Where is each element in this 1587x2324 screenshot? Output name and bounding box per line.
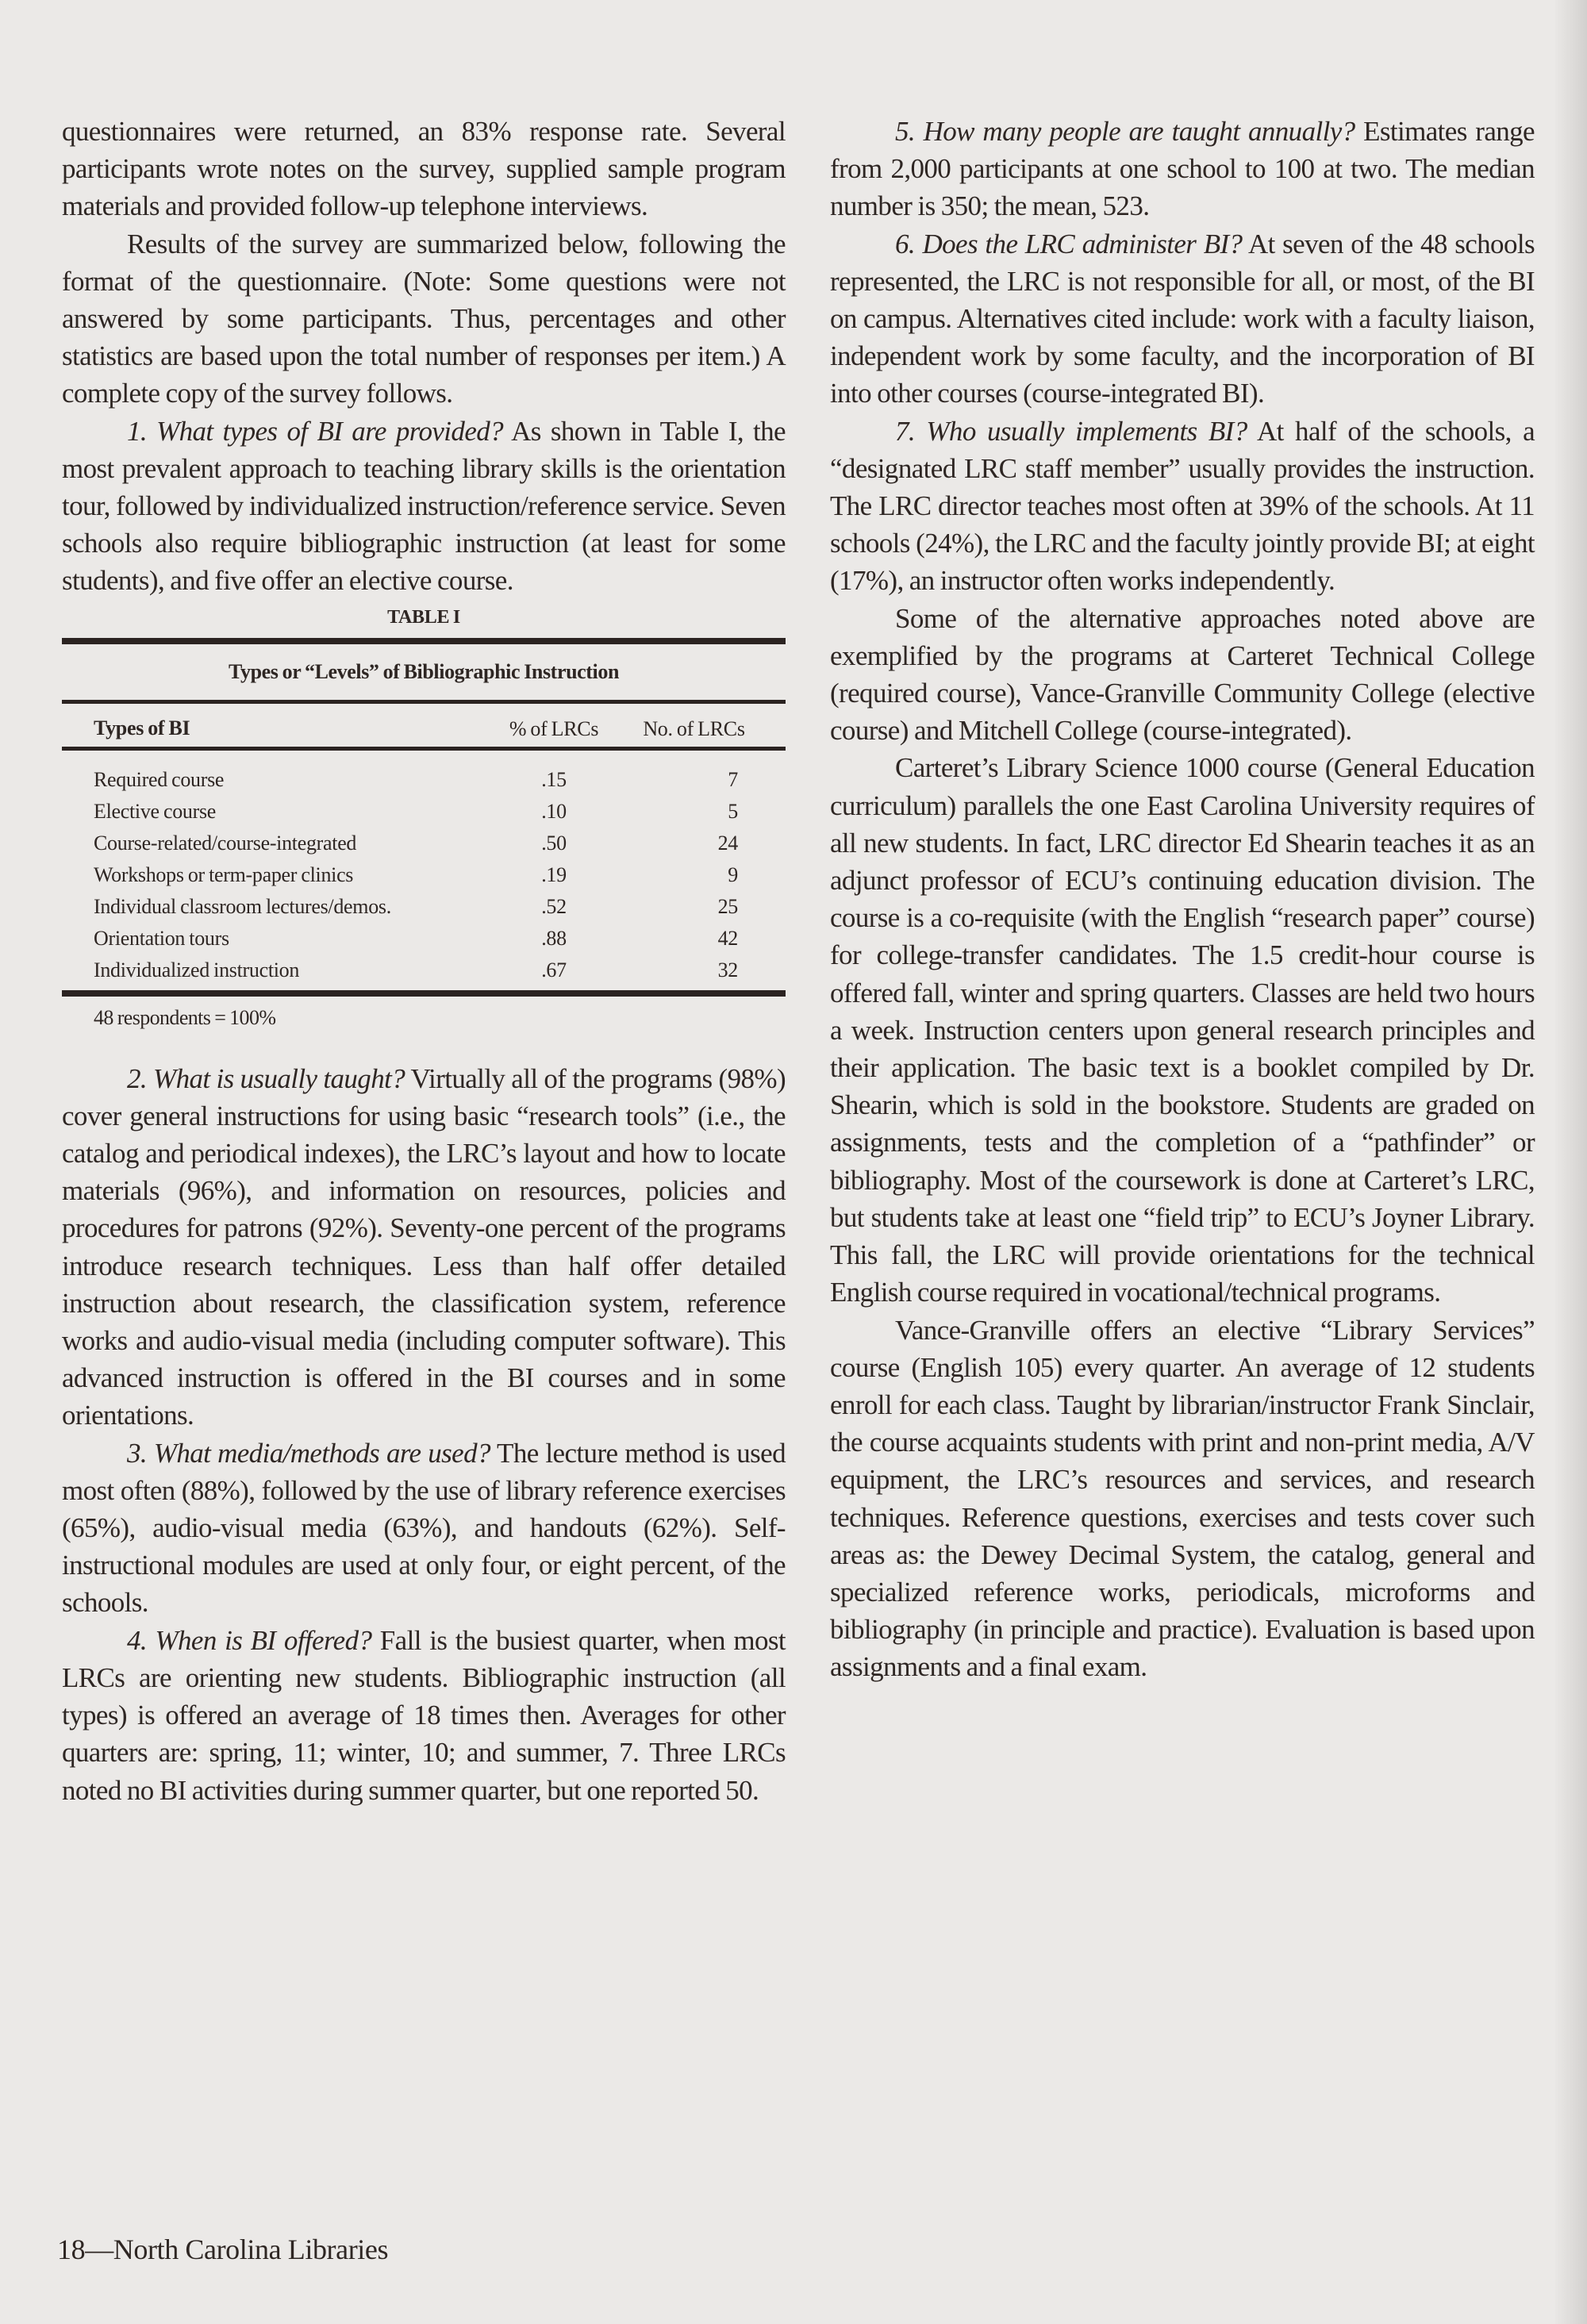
table-label: TABLE I [387,606,460,628]
table-top-rule [62,638,786,644]
question-text: Who usually implements BI? [926,415,1247,447]
question-3-body: The lecture method is used most often (88%), followed by the use of library reference exercises (65%), audio-visual media (63%), and handouts (62%). Self-instructional modules are used at only four, or eight percent, of the schools. [62,1437,786,1619]
row-type: Elective course [94,799,217,823]
question-4-paragraph [62,1622,786,1809]
question-text: What types of BI are provided? [156,415,504,447]
question-2-body: Virtually all of the programs (98%) cover general instructions for using basic “research tools” (i.e., the catalog and periodical indexes), the LRC’s layout and how to locate materials (96%), and information on resources, policies and procedures for patrons (92%). Seventy-one percent of the programs introduce research techniques. Less than half offer detailed instruction about research, the classification system, reference works and audio-visual media (including computer software). This advanced instruction is offered in the BI courses and in some orientations. [62,1062,786,1431]
table-title: Types or “Levels” of Bibliographic Instruction [228,659,620,683]
table-row [62,751,786,796]
table-row [62,891,786,923]
question-4-heading [127,1625,371,1656]
question-1-paragraph [62,413,786,600]
row-type: Orientation tours [94,926,229,950]
table-row [62,923,786,955]
row-pct: .50 [541,831,567,855]
question-text: When is BI offered? [155,1624,372,1656]
row-count: 7 [728,767,738,791]
question-5-body: Estimates range from 2,000 participants at one school to 100 at two. The median number is 350; the mean, 523. [830,116,1535,222]
question-7-paragraph [830,413,1535,600]
row-count: 42 [717,926,738,950]
question-number: 6. [895,228,916,259]
question-number: 3. [127,1437,148,1469]
row-count: 5 [728,799,738,823]
question-2-paragraph [62,1060,786,1435]
question-number: 1. [127,415,148,447]
question-1-body: As shown in Table I, the most prevalent approach to teaching library skills is the orientation tour, followed by individualized instruction/reference service. Seven schools also require bibliographic instruction (at least for some students), and five offer an elective course. [62,415,786,597]
row-pct: .15 [541,767,567,791]
question-6-heading [895,229,1242,259]
right-column [830,113,1535,1686]
left-column [62,113,786,1809]
bi-table [62,704,786,990]
row-type: Individualized instruction [94,958,300,981]
question-1-heading [127,416,503,447]
question-7-body: At half of the schools, a “designated LRC staff member” usually provides the instruction. The LRC director teaches most often at 39% of the schools. At 11 schools (24%), the LRC and the faculty jointly provide BI; at eight (17%), an instructor often works independently. [830,415,1535,597]
question-number: 4. [127,1624,148,1656]
question-5-heading [895,116,1355,147]
table-footnote: 48 respondents = 100% [94,1005,276,1029]
column-header-count: No. of LRCs [643,716,745,740]
question-6-body: At seven of the 48 schools represented, the LRC is not responsible for all, or most, of the BI on campus. Alternatives cited include: work with a faculty liaison, independent work by some faculty, and the incorporation of BI into other courses (course-integrated BI). [830,228,1535,409]
table-row [62,796,786,828]
paragraph-results-summary: Results of the survey are summarized below, following the format of the questionnaire. (Note: Some questions were not answered by some participants. Thus, percentages and other statistics are based upon the total number of responses per item.) A complete copy of the survey follows. [62,228,786,409]
table-header-row [62,704,786,747]
question-number: 5. [895,116,916,147]
question-number: 2. [127,1062,148,1094]
question-text: How many people are taught annually? [923,116,1355,147]
table-body [62,751,786,990]
page-edge-shadow [1555,0,1587,2324]
question-3-paragraph [62,1435,786,1622]
row-count: 24 [717,831,738,855]
table-row [62,828,786,859]
row-pct: .67 [541,958,567,981]
row-type: Workshops or term-paper clinics [94,862,354,886]
question-4-body: Fall is the busiest quarter, when most LRCs are orienting new students. Bibliographic instruction (all types) is offered an average of 18 times then. Averages for other quarters are: spring, 11; winter, 10; and summer, 7. Three LRCs noted no BI activities during summer quarter, but one reported 50. [62,1624,786,1806]
table-bi-types [62,606,786,1031]
row-count: 9 [728,862,738,886]
row-type: Individual classroom lectures/demos. [94,894,391,918]
question-2-heading [127,1063,405,1094]
question-number: 7. [895,415,916,447]
row-count: 32 [717,958,738,981]
column-header-pct: % of LRCs [509,716,599,740]
row-pct: .19 [541,862,567,886]
row-pct: .52 [541,894,567,918]
question-3-heading [127,1438,490,1469]
row-count: 25 [717,894,738,918]
row-pct: .88 [541,926,567,950]
question-text: What media/methods are used? [153,1437,490,1469]
paragraph-response-rate: questionnaires were returned, an 83% response rate. Several participants wrote notes on the survey, supplied sample program materials and provided follow-up telephone interviews. [62,116,786,222]
table-bottom-rule [62,990,786,997]
row-type: Required course [94,767,225,791]
column-header-type: Types of BI [94,716,190,739]
question-7-heading [895,416,1247,447]
question-text: Does the LRC administer BI? [922,228,1243,259]
page-footer: 18—North Carolina Libraries [57,2234,389,2265]
question-text: What is usually taught? [153,1062,405,1094]
paragraph-alternative-approaches: Some of the alternative approaches noted above are exemplified by the programs at Carteret Technical College (required course), Vance-Granville Community College (elective course) and Mitchell College (course-integrated). [830,602,1535,747]
paragraph-vance-granville: Vance-Granville offers an elective “Library Services” course (English 105) every quarter. An average of 12 students enroll for each class. Taught by librarian/instructor Frank Sinclair, the course acquaints students with print and non-print media, A/V equipment, the LRC’s resources and services, and research techniques. Reference questions, exercises and tests cover such areas as: the Dewey Decimal System, the catalog, general and specialized reference works, periodicals, microforms and bibliography (in principle and practice). Evaluation is based upon assignments and a final exam. [830,1314,1535,1683]
table-row [62,955,786,990]
row-type: Course-related/course-integrated [94,831,357,855]
table-row [62,859,786,891]
question-6-paragraph [830,225,1535,413]
paragraph-carteret: Carteret’s Library Science 1000 course (General Education curriculum) parallels the one East Carolina University requires of all new students. In fact, LRC director Ed Shearin teaches it as an adjunct professor of ECU’s continuing education division. The course is a co-requisite (with the English “research paper” course) for college-transfer candidates. The 1.5 credit-hour course is offered fall, winter and spring quarters. Classes are held two hours a week. Instruction centers upon general research principles and their application. The basic text is a booklet compiled by Dr. Shearin, which is sold in the bookstore. Students are graded on assignments, tests and the completion of a “pathfinder” or bibliography. Most of the coursework is done at Carteret’s LRC, but students take at least one “field trip” to ECU’s Joyner Library. This fall, the LRC will provide orientations for the technical English course required in vocational/technical programs. [830,752,1535,1308]
question-5-paragraph [830,113,1535,225]
row-pct: .10 [541,799,567,823]
